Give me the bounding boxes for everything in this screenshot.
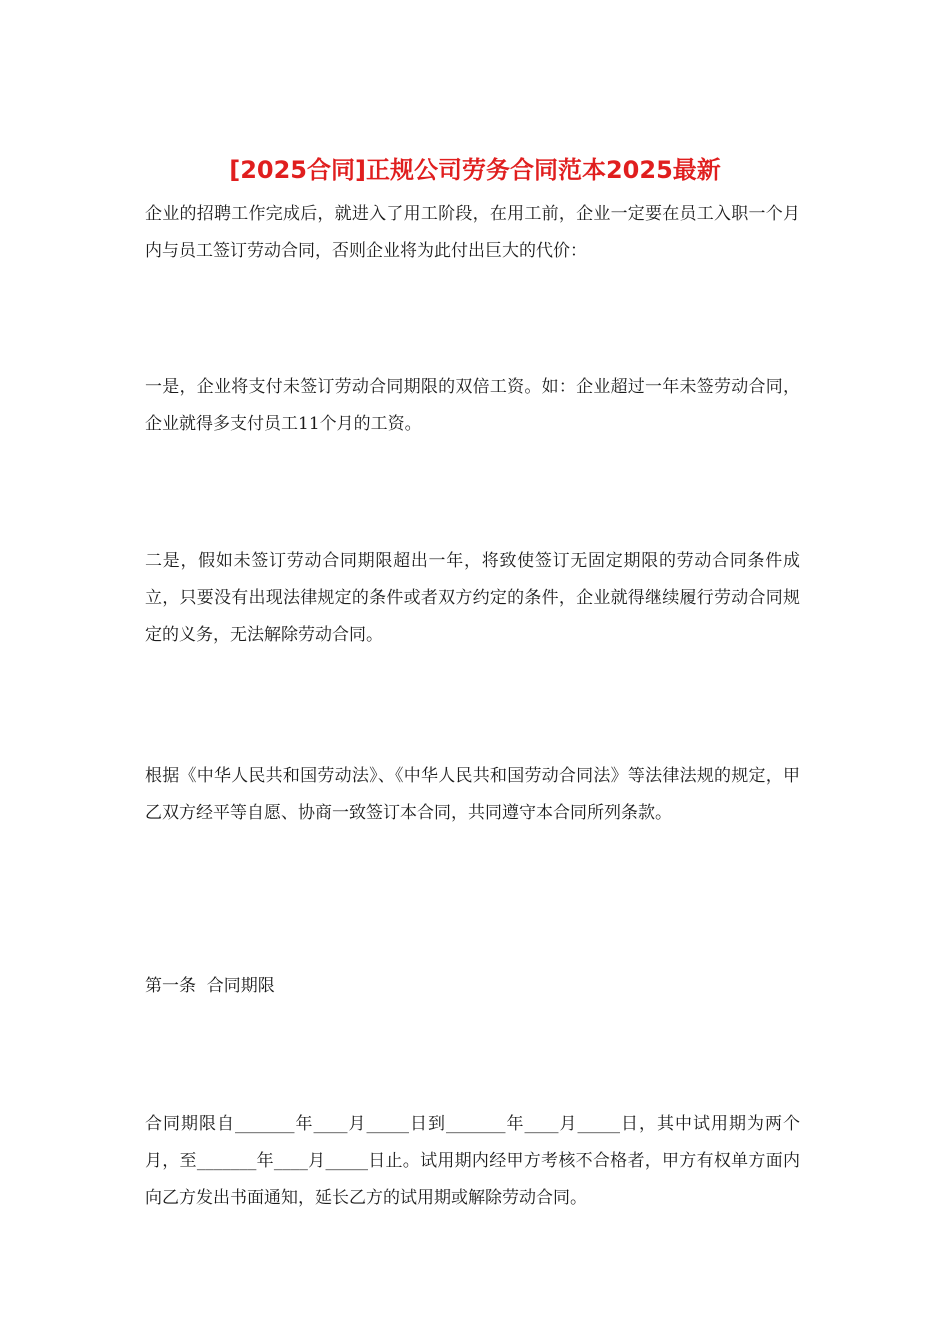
article-one-heading: 第一条 合同期限 (145, 976, 275, 996)
document-title: [2025合同]正规公司劳务合同范本2025最新 (229, 156, 721, 184)
paragraph-consequence-two: 二是，假如未签订劳动合同期限超出一年，将致使签订无固定期限的劳动合同条件成立，只要没有出现法律规定的条件或者双方约定的条件，企业就得继续履行劳动合同规定的义务，无法解除劳动合同。 (145, 551, 800, 645)
paragraph-legal-basis: 根据《中华人民共和国劳动法》、《中华人民共和国劳动合同法》等法律法规的规定，甲乙双方经平等自愿、协商一致签订本合同，共同遵守本合同所列条款。 (145, 766, 800, 823)
paragraph-intro: 企业的招聘工作完成后，就进入了用工阶段，在用工前，企业一定要在员工入职一个月内与员工签订劳动合同，否则企业将为此付出巨大的代价： (145, 204, 800, 261)
paragraph-contract-term: 合同期限自_______年____月_____日到_______年____月_____日，其中试用期为两个月，至_______年____月_____日止。试用期内经甲方考核不合格者，甲方有权单方面内向乙方发出书面通知，延长乙方的试用期或解除劳动合同。 (145, 1114, 800, 1208)
paragraph-consequence-one: 一是，企业将支付未签订劳动合同期限的双倍工资。如：企业超过一年未签劳动合同，企业就得多支付员工11个月的工资。 (145, 377, 800, 434)
